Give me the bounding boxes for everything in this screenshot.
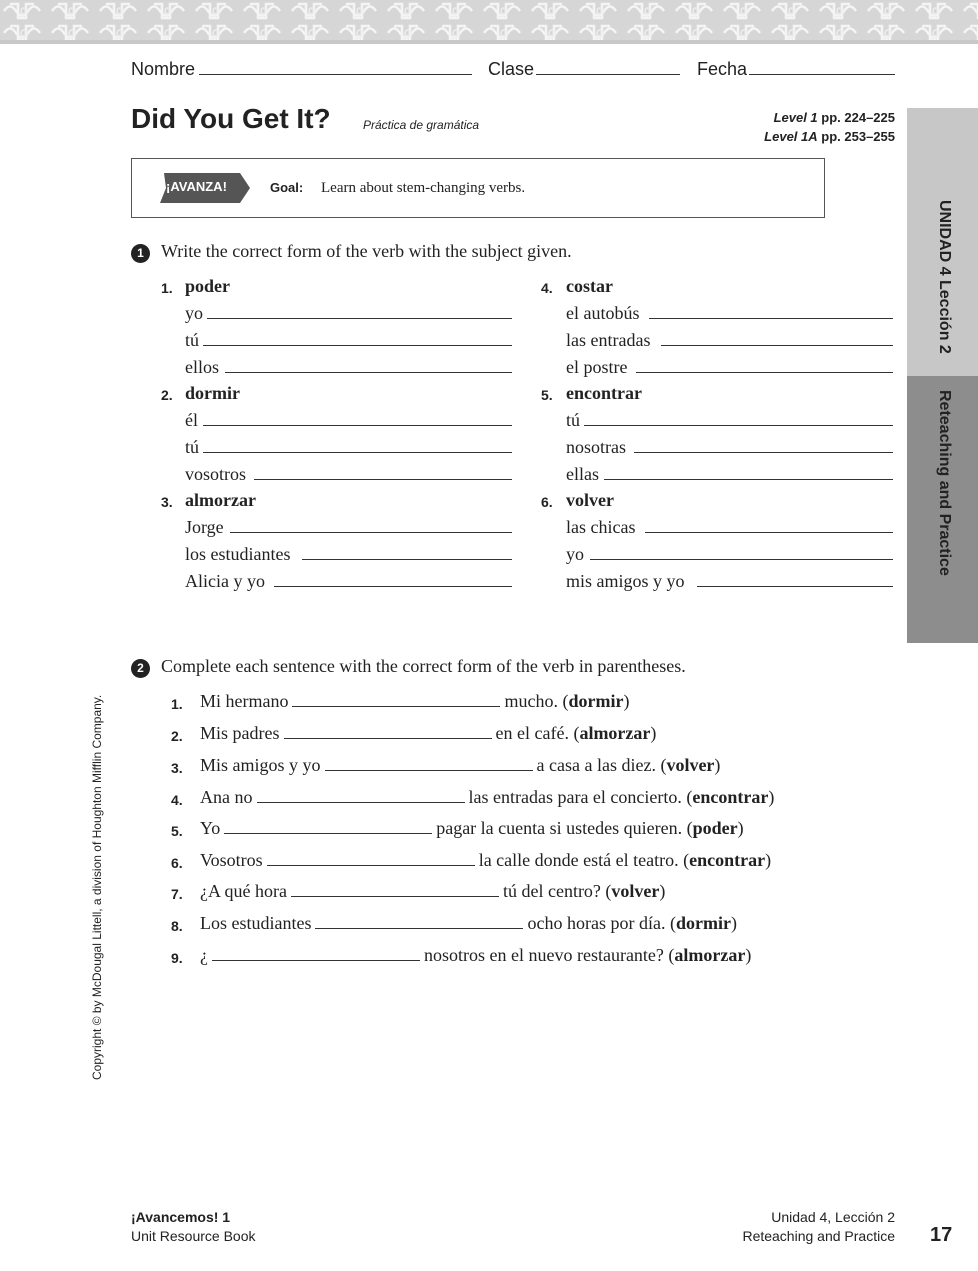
answer-blank[interactable] <box>267 853 475 866</box>
subject-label: el autobús <box>566 303 640 323</box>
knot-pattern-icon <box>0 0 978 44</box>
sentence-item: Mi hermano mucho. (dormir) <box>200 691 630 711</box>
page-subtitle: Práctica de gramática <box>363 118 480 132</box>
sentence-item: Ana no las entradas para el concierto. (encontrar) <box>200 787 775 807</box>
sentence-number: 1. <box>171 696 183 712</box>
answer-line[interactable] <box>584 425 893 426</box>
answer-blank[interactable] <box>284 726 492 739</box>
nombre-field[interactable] <box>199 74 472 75</box>
item-verb: dormir <box>185 383 240 403</box>
sentence-item: Mis padres en el café. (almorzar) <box>200 723 657 743</box>
answer-line[interactable] <box>254 479 512 480</box>
answer-line[interactable] <box>634 452 893 453</box>
answer-line[interactable] <box>230 532 512 533</box>
answer-blank[interactable] <box>212 948 420 961</box>
sentence-number: 5. <box>171 823 183 839</box>
subject-label: ellas <box>566 464 599 484</box>
activity-1-instruction: Write the correct form of the verb with the subject given. <box>161 241 572 261</box>
answer-blank[interactable] <box>325 758 533 771</box>
sentence-item: Mis amigos y yo a casa a las diez. (volver) <box>200 755 721 775</box>
sentence-number: 3. <box>171 760 183 776</box>
answer-blank[interactable] <box>315 916 523 929</box>
answer-line[interactable] <box>203 425 512 426</box>
subject-label: ellos <box>185 357 219 377</box>
subject-label: las entradas <box>566 330 651 350</box>
section-tab <box>907 376 978 643</box>
answer-line[interactable] <box>590 559 893 560</box>
answer-line[interactable] <box>649 318 893 319</box>
answer-line[interactable] <box>697 586 893 587</box>
goal-label: Goal: <box>270 180 304 195</box>
subject-label: Alicia y yo <box>185 571 265 591</box>
sentence-number: 7. <box>171 886 183 902</box>
answer-line[interactable] <box>604 479 893 480</box>
item-number: 6. <box>541 494 553 510</box>
subject-label: yo <box>566 544 584 564</box>
goal-text: Learn about stem-changing verbs. <box>321 180 526 196</box>
item-number: 5. <box>541 387 553 403</box>
answer-line[interactable] <box>207 318 512 319</box>
subject-label: las chicas <box>566 517 636 537</box>
section-tab-label: Reteaching and Practice <box>936 390 953 576</box>
footer-unit: Unidad 4, Lección 2 <box>771 1209 895 1225</box>
fecha-field[interactable] <box>749 74 895 75</box>
footer-book-subtitle: Unit Resource Book <box>131 1228 256 1244</box>
subject-label: vosotros <box>185 464 247 484</box>
fecha-label: Fecha <box>697 59 748 79</box>
subject-label: tú <box>185 437 200 457</box>
subject-label: yo <box>185 303 203 323</box>
level-ref: Level 1 pp. 224–225 <box>773 110 895 125</box>
answer-line[interactable] <box>203 345 512 346</box>
sentence-item: Vosotros la calle donde está el teatro. (encontrar) <box>200 850 772 870</box>
clase-field[interactable] <box>536 74 680 75</box>
answer-line[interactable] <box>636 372 893 373</box>
sentence-number: 6. <box>171 855 183 871</box>
item-number: 4. <box>541 280 553 296</box>
answer-blank[interactable] <box>292 694 500 707</box>
answer-line[interactable] <box>274 586 512 587</box>
sentence-item: ¿A qué hora tú del centro? (volver) <box>200 881 666 901</box>
sentence-item: Yo pagar la cuenta si ustedes quieren. (poder) <box>200 818 744 838</box>
item-number: 3. <box>161 494 173 510</box>
answer-blank[interactable] <box>224 821 432 834</box>
answer-line[interactable] <box>661 345 893 346</box>
subject-label: nosotras <box>566 437 626 457</box>
unit-tab <box>907 108 978 376</box>
level-ref: Level 1A pp. 253–255 <box>764 129 895 144</box>
activity-2-instruction: Complete each sentence with the correct form of the verb in parentheses. <box>161 656 686 676</box>
subject-label: el postre <box>566 357 628 377</box>
sentence-item: Los estudiantes ocho horas por día. (dormir) <box>200 913 737 933</box>
footer-section: Reteaching and Practice <box>742 1228 895 1244</box>
item-number: 2. <box>161 387 173 403</box>
item-verb: costar <box>566 276 613 296</box>
item-verb: encontrar <box>566 383 642 403</box>
sentence-number: 4. <box>171 792 183 808</box>
page-number: 17 <box>930 1224 953 1246</box>
clase-label: Clase <box>488 59 535 79</box>
item-verb: almorzar <box>185 490 256 510</box>
subject-label: tú <box>185 330 200 350</box>
answer-line[interactable] <box>203 452 512 453</box>
answer-blank[interactable] <box>291 884 499 897</box>
answer-blank[interactable] <box>257 790 465 803</box>
subject-label: mis amigos y yo <box>566 571 685 591</box>
activity-2-number: 2 <box>131 659 150 678</box>
avanza-badge: ¡AVANZA! <box>166 179 227 194</box>
answer-line[interactable] <box>302 559 512 560</box>
subject-label: él <box>185 410 198 430</box>
level-references <box>764 108 895 146</box>
page-title: Did You Get It? <box>131 103 331 134</box>
item-number: 1. <box>161 280 173 296</box>
answer-line[interactable] <box>645 532 893 533</box>
answer-line[interactable] <box>225 372 512 373</box>
subject-label: los estudiantes <box>185 544 291 564</box>
subject-label: Jorge <box>185 517 224 537</box>
sentence-number: 8. <box>171 918 183 934</box>
item-verb: poder <box>185 276 230 296</box>
sentence-number: 9. <box>171 950 183 966</box>
decorative-banner <box>0 0 978 44</box>
subject-label: tú <box>566 410 581 430</box>
footer-book-title: ¡Avancemos! 1 <box>131 1209 231 1225</box>
activity-1-number: 1 <box>131 244 150 263</box>
copyright-notice: Copyright © by McDougal Littell, a division of Houghton Mifflin Company. <box>90 694 104 1080</box>
unit-tab-label: UNIDAD 4 Lección 2 <box>936 200 953 354</box>
nombre-label: Nombre <box>131 59 196 79</box>
sentence-number: 2. <box>171 728 183 744</box>
sentence-item: ¿ nosotros en el nuevo restaurante? (almorzar) <box>200 945 752 965</box>
item-verb: volver <box>566 490 614 510</box>
